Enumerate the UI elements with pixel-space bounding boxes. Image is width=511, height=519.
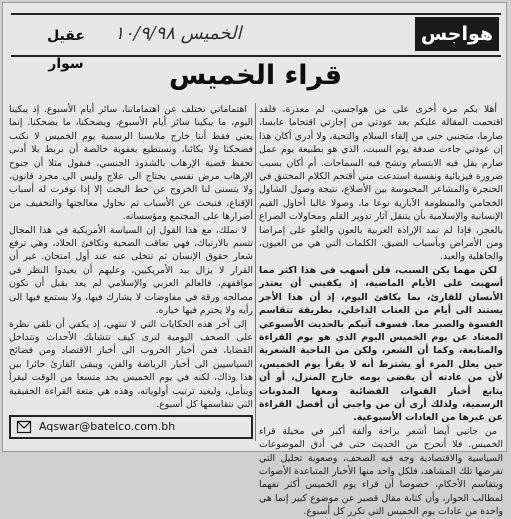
- paragraph: أهلا بكم مرة أخرى على من هواجسي، لم معذرة، فلقد اقتحمت المقالة عليكم بعد عودتي من إجازتي اقتحاما عابسا، صارما، متجنبي حتى من إلقاء السلام والتحية، ولا أدري أكان هذا إن عودتي جاءت صدفة يوم السبت، الذي هو بطبيعة يوم عمل صارم يقل فيه الابتسام وتشح فيه السماحات. أم أكان بسبب ضرورة فيزيائية ونفسية استدعت مني أقتحم الكلام المختنق في الحنجرة والمشاعر المحبوسة بين الأضلاع، نتيجة وصول الشاول الخجامي والمنظومة الآبارية نوعا ما، وصولا غالبا أحاول القيم الإنسانية والإسلامية بأن يتنقل آثار تدوير القلم ومحاولات الصراع بالعجز، فإذا لم تمد الإرادة العربية بالعون والغلو على إمراضا ومن الأمراض وبأسباب الضيق. الكلمات التي هي من العيون، والجاهلية والعيد.: [259, 104, 503, 263]
- paragraph: من جانبي أيضا أشعر براحة وألفة أكبر في مخيلة قراء الخميس. فلا أتحرج من الحديث حتى في أدق الموضوعات السياسية والاقتصادية وجه فيه الصحف، وصعوبة تحليل التي تفرضها تلك المشاهد، فلكل واحد منها الأخبار المتباعدة الأصوات ويتقاسم الأحكام، خصوصا أن قراء يوم الخميس أكثر تفهما لمطالب الحوار، وأن كتابة مقال قصير عن موضوع كبير إنما هي واحدة من عادات يوم الخميس التي تكرر كل أسبوع.: [259, 425, 503, 518]
- paragraph: لا نملك، مع هذا القول إن السياسة الأمريكية في هذا المجال تتسم بالارتباك، فهي تعاقب الضحية وتكافئ الجلاد، وهي ترفع شعار حقوق الإنسان ثم تتخلى عنه عند أول امتحان. غير أن القرار لا يزال بيد الأمريكيين، وعليهم أن يعيدوا النظر في مواقفهم، فالعالم العربي والإسلامي لم يعد يقبل أن تكون مصالحه ورقة في مفاوضات لا يشارك فيها، ولا يستمع فيها الى رأيه ولا يحترم فيها خياره.: [9, 224, 253, 317]
- article-headline: قراء الخميس: [168, 60, 343, 91]
- article-column-right: [259, 103, 503, 518]
- paragraph: إلى آخر هذه الحكايات التي لا تنتهي، إذ يكفي أن نلقي نظرة على الصحف اليومية لنرى كيف تتشابك الأحداث وتتداخل القضايا، فمن أخبار الحروب الى أخبار الاقتصاد ومن فضائح السياسيين الى أخبار الرياضة والفن، ويبقى القارئ حائرا بين هذا وذاك، لكنه في يوم الخميس يجد متسعا من الوقت ليقرأ ويتأمل، وليعيد ترتيب أولوياته، وهذه هي متعة القراءة الحقيقية التي نتقاسمها كل أسبوع.: [9, 318, 253, 410]
- column-divider: [255, 103, 256, 441]
- article-column-left: [9, 103, 253, 409]
- paragraph: اهتماماتي تختلف عن اهتماماتنا، سائر أيام الأسبوع. إذ يبكينا اليوم، ما يبكينا سائر أيام الأسبوع، ويضحكنا، ما يضحكنا. إنما يعني فقط أننا خارج ملابسنا الرسمية يوم الخميس لا نكتب فضحكنا ولا بكائنا، ونستطيع بعفوية خالصة أن نربط بلا أدنى تحفظ قضية الإرهاب بالشذوذ الجنسي، فنقول مثلا أن جنوح الإرهاب مرض نفسي يحتاج الى علاج وليس الى مجرد قانون، ولا يتسنى لنا الخروج عن خط البحث إلا إذا توفرت له أسباب الإقناع، فنبحث عن الأسباب ثم نحاول معالجتها والتخفيف من أضرارها على المجتمع ومؤسساته.: [9, 104, 253, 223]
- newspaper-clipping: [2, 2, 507, 518]
- column-rubric: هواجس: [415, 17, 499, 51]
- paragraph: لكن مهما يكن السبب، فلن أسهب في هذا اكثر مما أسهبت على الأيام الماضية، إذ يكفيني أن يعتذر الأنسان للقارئ، بما يكافئ اليوم، إذ أن هذا الأجر يستند الى أيام من العتاب الداخلي، بطريقة تتقاسم القسوة والصبر معا. فسوف آتيكم بالحديث الأسبوعي المعتاد عن يوم الخميس اليوم الذي هو يوم القراءة والمتابعة، وكما أن الشعر، ولكن من الناحية الشعرية حين يعلل المرء أو يشترط أنه لا يقرأ يوم الخميس، لأن من عادته أن يقضي يومه خارج المنزل، أو أن يتابع أخبار القنوات الفضائية ومعها المدونات الرسمية، ولذلك أرى أن من واجبي أن أفصل القراءة عن غيرها من العادات الأسبوعية.: [259, 264, 503, 424]
- envelope-icon: [17, 421, 31, 433]
- author-email: Aqswar@batelco.com.bh: [39, 420, 176, 433]
- author-byline: عقيل سوار: [47, 28, 85, 72]
- handwritten-date: الخميس ١٠/٩/٩٨: [114, 23, 242, 44]
- author-email-box: [9, 415, 253, 439]
- column-header: [11, 13, 501, 72]
